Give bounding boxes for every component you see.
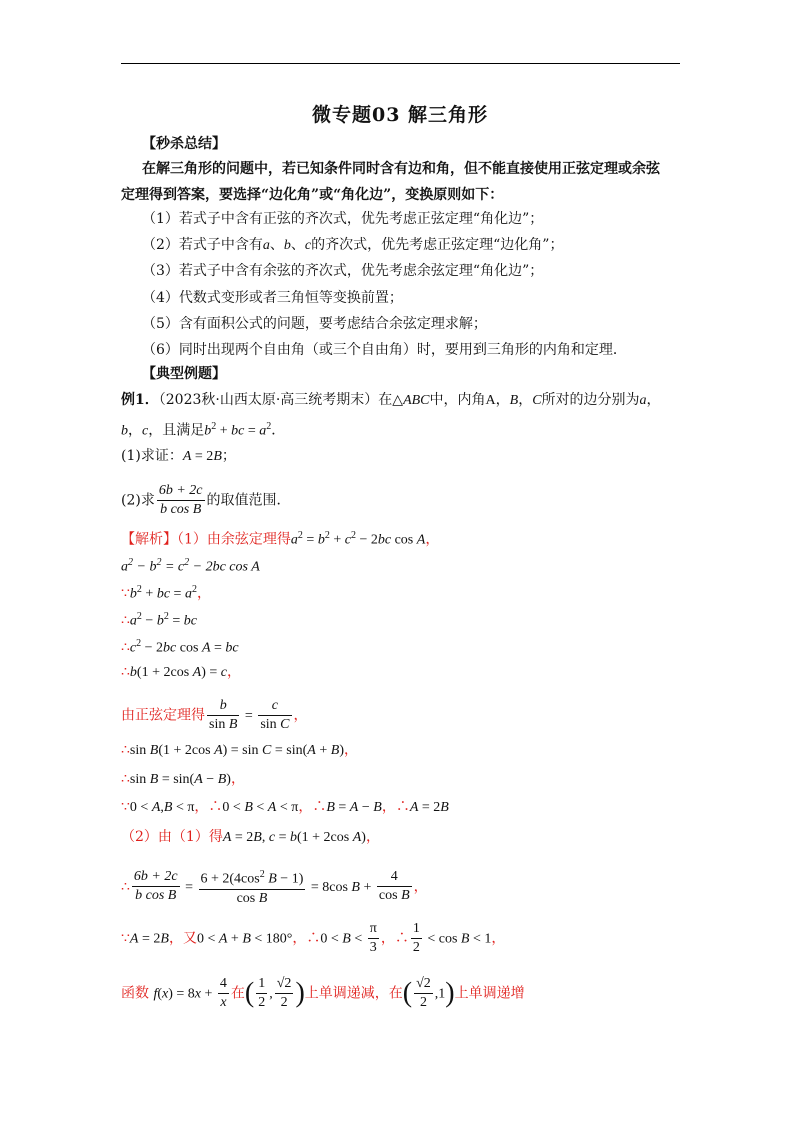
solution-line-12: ∵A = 2B，又0 < A + B < 180°，∴0 < B < $\frac{\pi}{3}$ ，∴ $\frac{1}{2}$ < cos B < 1， [121, 921, 506, 955]
summary-heading: 【秒杀总结】 [142, 136, 226, 152]
example-condition: b，c，且满足$b^2$ + bc = $a^2$． [121, 421, 286, 439]
solution-line-11: ∴ $\frac{6b + 2c}{\text{b cos B}}$ = $\frac{6 + 2(4\cos^2 B - 1)}{\text{cos B}}$ = 8cos B + $\frac{4}{\text{cos B}}$ ， [121, 866, 428, 908]
solution-line-3: $\because b^2$ + bc = $a^2$， [121, 584, 211, 602]
intro-line-1: 在解三角形的问题中，若已知条件同时含有边和角，但不能直接使用正弦定理或余弦 [142, 161, 660, 177]
solution-line-7: 由正弦定理得 $\frac{b}{\text{sin B}}$ = $\frac{c}{\text{sin C}}$ ， [121, 698, 308, 732]
solution-line-9: ∴sin B = sin(A − B)， [121, 771, 245, 787]
solution-line-6: ∴b(1 + 2cos A) = c， [121, 664, 241, 680]
question-2: (2)求 $\frac{6b + 2c}{\text{b cos B}}$ 的取值范围． [121, 483, 291, 517]
page-title: 微专题03 解三角形 [311, 104, 489, 126]
solution-line-2: $a^2 - b^2 = c^2 - 2bc$ cos A [121, 557, 260, 575]
rule-item-2: （2）若式子中含有a、b、c的齐次式，优先考虑正弦定理“边化角”； [142, 237, 564, 253]
solution-part-2: （2）由（1）得A = 2B, c = b(1 + 2cos A)， [121, 829, 380, 845]
solution-line-1: 【解析】（1）由余弦定理得$a^2 = b^2 + c^2 - 2bc$ cos A， [121, 530, 440, 548]
question-1: (1)求证：A = 2B； [121, 448, 236, 464]
header-rule [121, 63, 680, 64]
rule-item-5: （5）含有面积公式的问题，要考虑结合余弦定理求解； [142, 316, 487, 332]
rule-item-3: （3）若式子中含有余弦的齐次式，优先考虑余弦定理“角化边”； [142, 263, 544, 279]
solution-line-5: $\therefore c^2 - 2bc$ cos A = bc [121, 638, 239, 656]
examples-heading: 【典型例题】 [142, 366, 226, 382]
intro-line-2: 定理得到答案，要选择“边化角”或“角化边”，变换原则如下： [121, 187, 504, 203]
solution-line-8: ∴sin B(1 + 2cos A) = sin C = sin(A + B)， [121, 742, 358, 758]
solution-line-4: $\therefore a^2 - b^2$ = bc [121, 611, 197, 629]
solution-line-13: 函数 f(x) = 8x + $\frac{4}{x}$ 在( $\frac{1}{2}$ , $\frac{√2}{2}$ )上单调递减，在( $\frac{√2}{2}$ ,1)上单调递增 [121, 976, 525, 1010]
rule-item-1: （1）若式子中含有正弦的齐次式，优先考虑正弦定理“角化边”； [142, 211, 544, 227]
rule-item-4: （4）代数式变形或者三角恒等变换前置； [142, 290, 403, 306]
solution-line-10: ∵0 < A,B < π，∴0 < B < A < π，∴B = A − B，∴A = 2B [121, 799, 449, 815]
example-statement: 例1．（2023秋·山西太原·高三统考期末）在△ABC中，内角A，B，C所对的边分别为a， [121, 392, 661, 408]
rule-item-6: （6）同时出现两个自由角（或三个自由角）时，要用到三角形的内角和定理． [142, 342, 627, 358]
